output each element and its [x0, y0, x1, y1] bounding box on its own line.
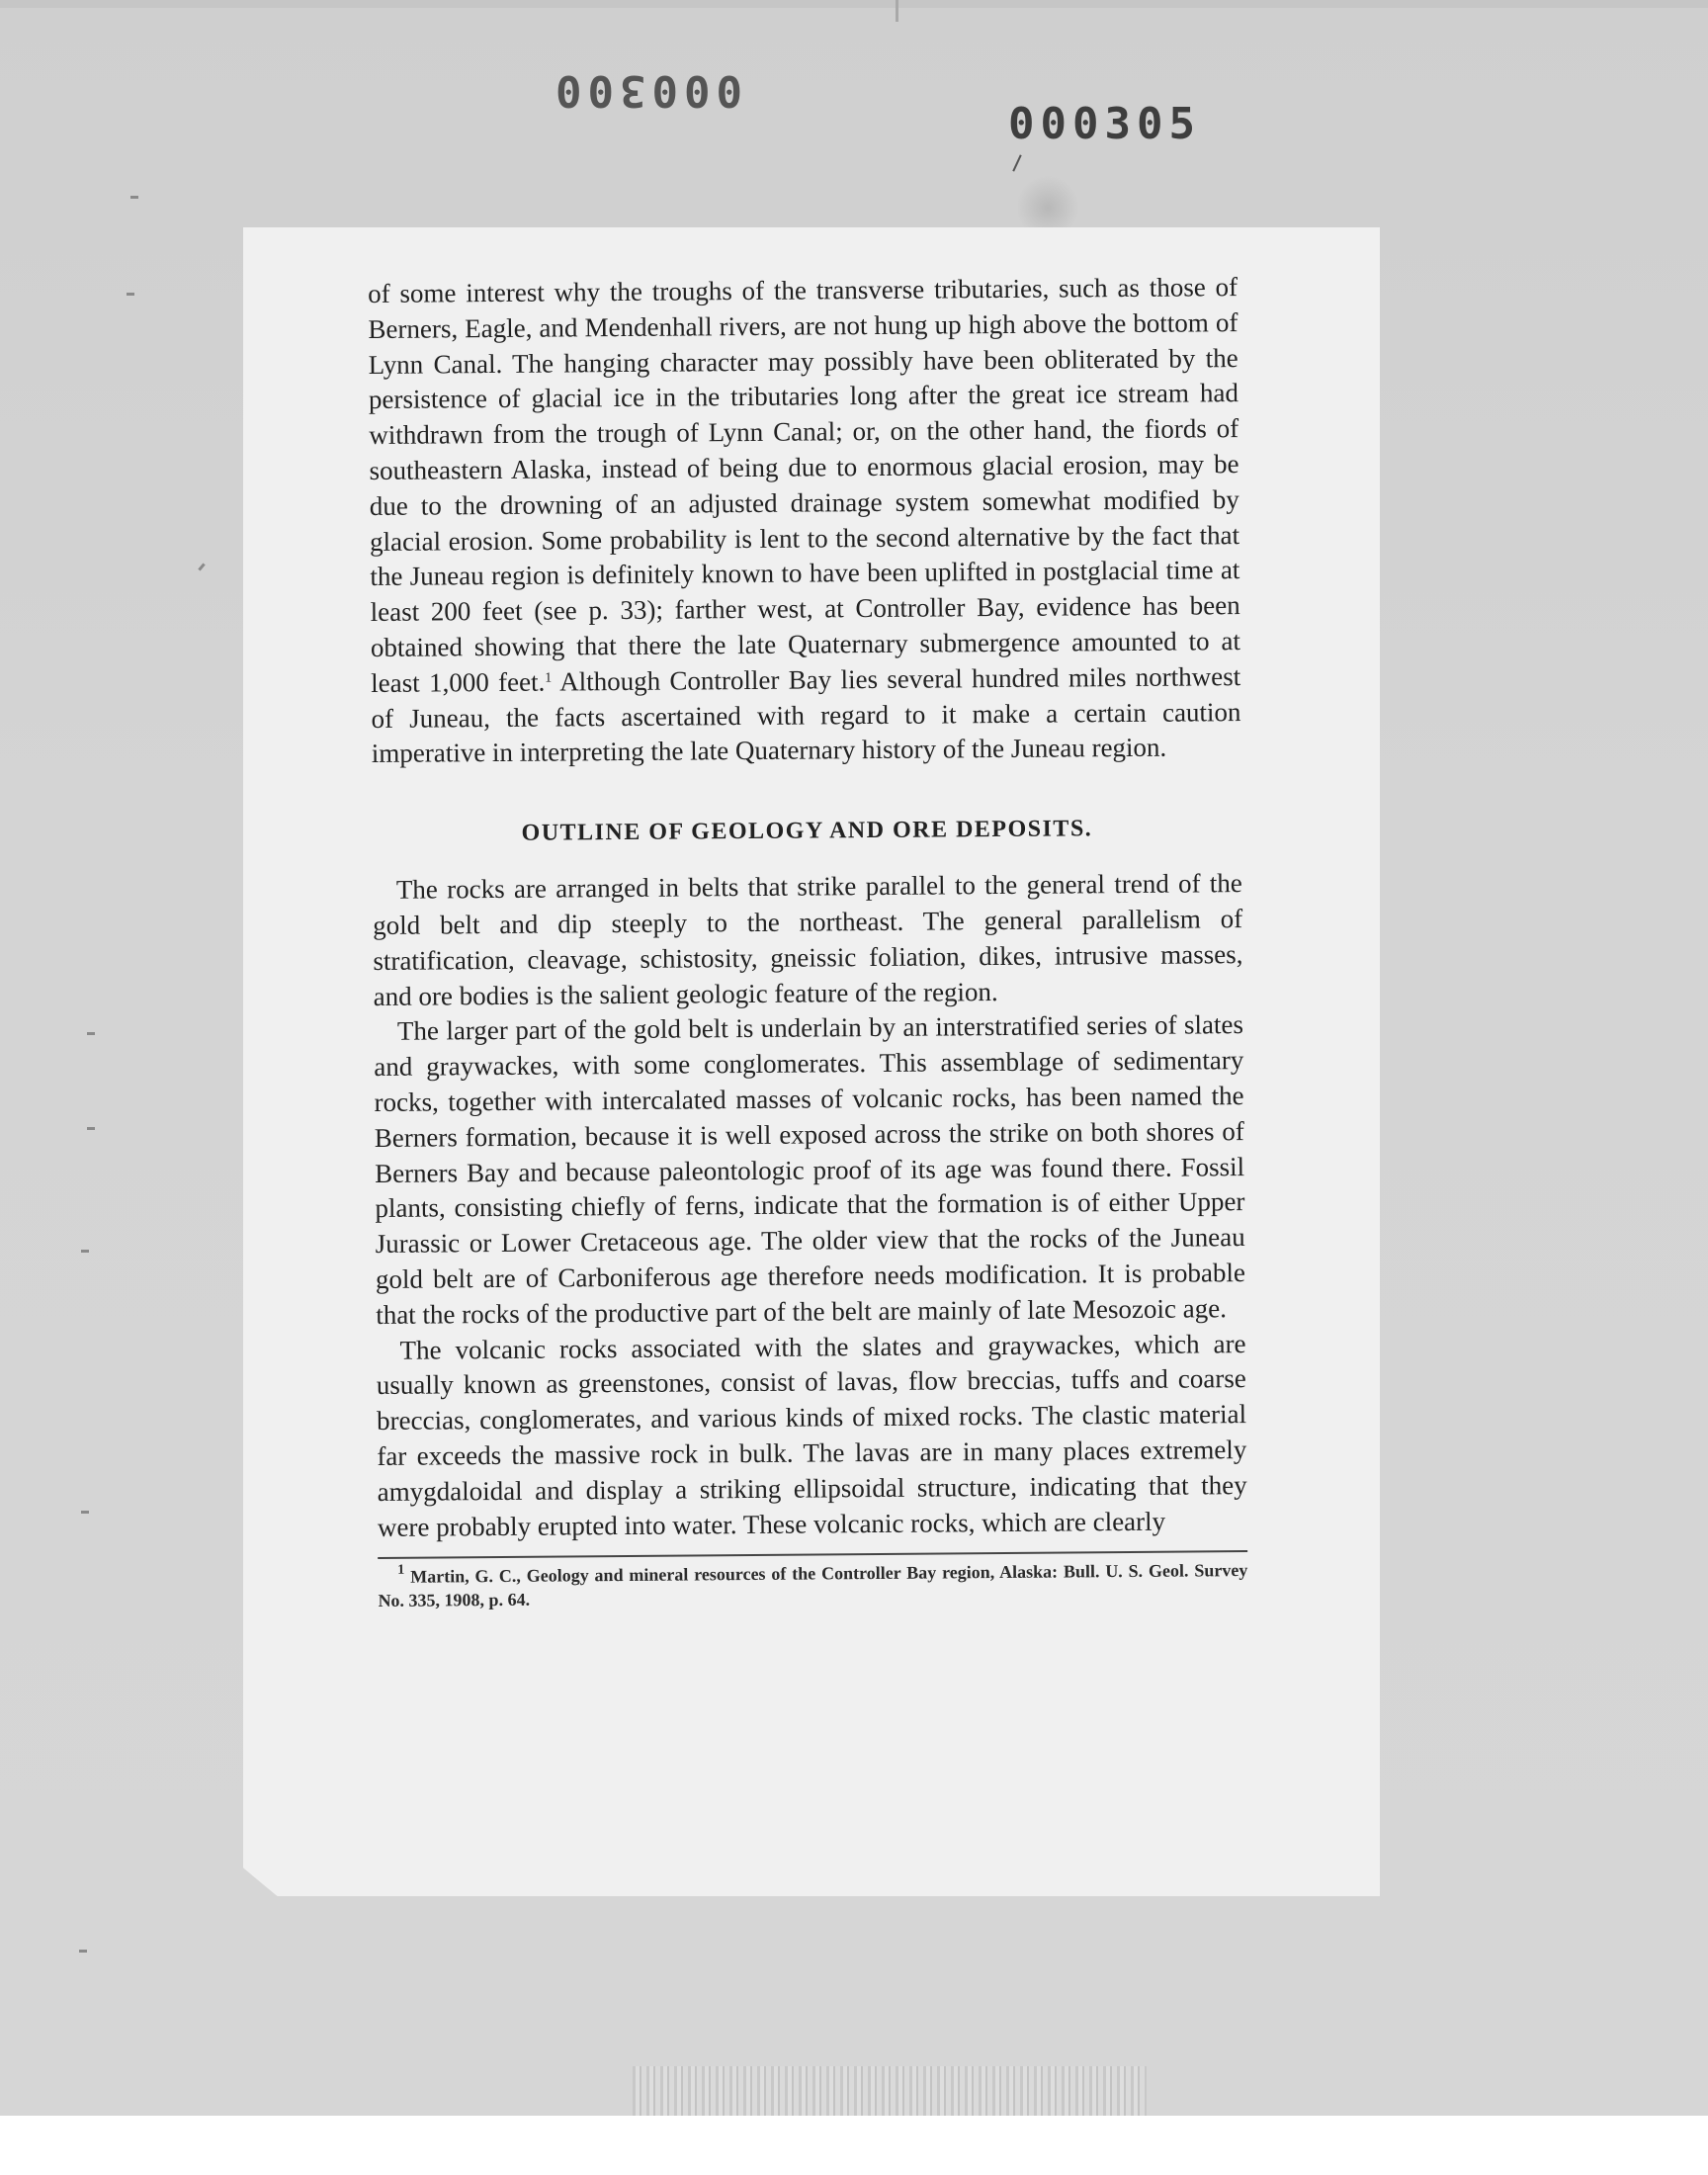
- mirrored-page-number-stamp: 000300: [550, 65, 742, 116]
- bottom-margin: [0, 2116, 1708, 2175]
- margin-mark: [127, 293, 134, 296]
- margin-mark: [87, 1032, 95, 1035]
- footnote-marker: 1: [397, 1563, 405, 1579]
- footnote: [378, 1558, 1247, 1612]
- top-edge: [0, 0, 1708, 8]
- footnote-divider: [378, 1550, 1247, 1559]
- body-paragraph: The volcanic rocks associated with the slates and graywackes, which are usually known as greenstones, consist of lavas, flow breccias, tuffs and coarse breccias, conglomerates, and various kinds of mixed rocks. The clastic material far exceeds the massive rock in bulk. The lavas are in many places extremely amygdaloidal and display a striking ellipsoidal structure, indicating that they were probably erupted into water. These volcanic rocks, which are clearly: [376, 1328, 1247, 1542]
- margin-mark: [79, 1950, 87, 1953]
- margin-mark: [81, 1250, 89, 1253]
- footnote-reference: 1: [545, 670, 553, 686]
- footnote-text: Martin, G. C., Geology and mineral resources of the Controller Bay region, Alaska: Bull. U. S. Geol. Survey No. 335, 1908, p. 64.: [378, 1560, 1248, 1611]
- paragraph-text: of some interest why the troughs of the transverse tributaries, such as those of Berners, Eagle, and Mendenhall rivers, are not hung up high above the bottom of Lynn Canal. The hanging character may possibly have been obliterated by the persistence of glacial ice in the tributaries long after the great ice stream had withdrawn from the trough of Lynn Canal; or, on the other hand, the fiords of southeastern Alaska, instead of being due to enormous glacial erosion, may be due to the drowning of an adjusted drainage system somewhat modified by glacial erosion. Some probability is lent to the second alternative by the fact that the Juneau region is definitely known to have been uplifted in postglacial time at least 200 feet (see p. 33); farther west, at Controller Bay, evidence has been obtained showing that there the late Quaternary submergence amounted to at least 1,000 feet.: [368, 272, 1241, 698]
- margin-mark: [81, 1511, 89, 1514]
- body-paragraph: The rocks are arranged in belts that strike parallel to the general trend of the gold belt and dip steeply to the northeast. The general parallelism of stratification, cleavage, schistosity, gneissic foliation, dikes, intrusive masses, and ore bodies is the salient geologic feature of the region.: [373, 868, 1243, 1011]
- scan-noise-bars: [633, 2066, 1147, 2116]
- fold-line: [896, 0, 898, 22]
- body-paragraph: The larger part of the gold belt is underlain by an interstratified series of slates and graywackes, with some conglomerates. This assemblage of sedimentary rocks, together with intercalated masses of volcanic rocks, has been named the Berners formation, because it is well exposed across the strike on both shores of Berners Bay and because paleontologic proof of its age was found there. Fossil plants, consisting chiefly of ferns, indicate that the formation is of either Upper Jurassic or Lower Cretaceous age. The older view that the rocks of the Juneau gold belt are of Carboniferous age therefore needs modification. It is probable that the rocks of the productive part of the belt are mainly of late Mesozoic age.: [374, 1009, 1246, 1330]
- paragraph-text: Although Controller Bay lies several hundred miles northwest of Juneau, the facts ascertained with regard to it make a certain caution imperative in interpreting the late Quaternary history of the Juneau region.: [371, 660, 1241, 769]
- body-paragraph: [368, 270, 1241, 772]
- page-text-block: [368, 270, 1248, 1612]
- margin-mark: [130, 196, 138, 199]
- margin-mark: [87, 1127, 95, 1130]
- section-heading: OUTLINE OF GEOLOGY AND ORE DEPOSITS.: [521, 816, 1093, 846]
- page-number-stamp: 000305: [1008, 99, 1201, 149]
